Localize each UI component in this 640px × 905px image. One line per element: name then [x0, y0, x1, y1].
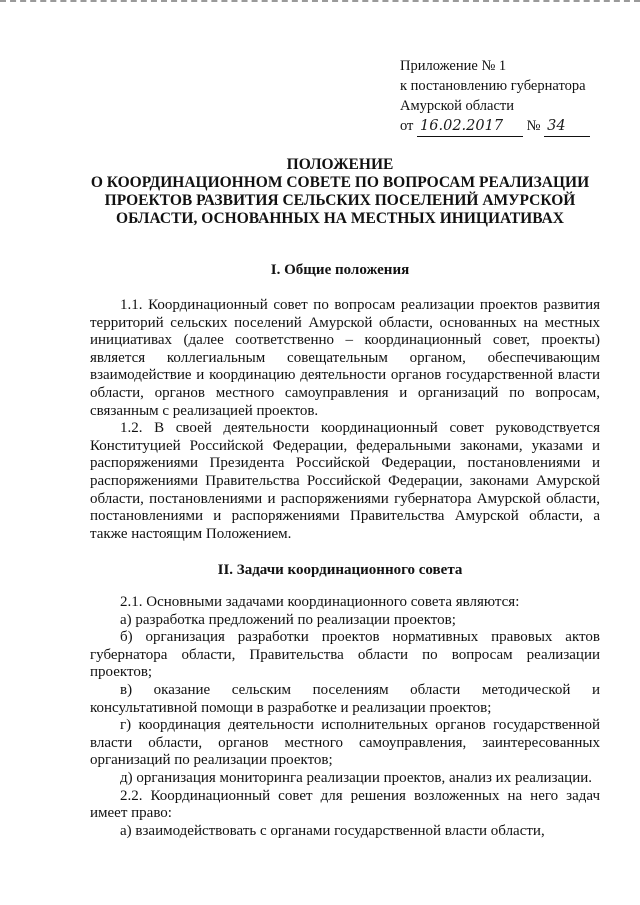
appendix-block	[400, 56, 590, 137]
appendix-line-2: к постановлению губернатора	[400, 78, 586, 94]
section-1-body	[90, 297, 600, 543]
paragraph-1-2: 1.2. В своей деятельности координационный совет руководствуется Конституцией Российской Федерации, федеральными законами, указами и распоряжениями Президента Российской Федерации, постановлениями и распоряжениями Правительства Российской Федерации, законами Амурской области, постановлениями и распоряжениями губернатора Амурской области, постановлениями и распоряжениями Правительства Амурской области, а также настоящим Положением.	[90, 420, 600, 542]
appendix-line-1: Приложение № 1	[400, 58, 507, 74]
number-prefix: №	[526, 118, 541, 134]
appendix-date-row	[400, 116, 590, 137]
document-title	[60, 156, 620, 228]
item-2-1-b: б) организация разработки проектов нормативных правовых актов губернатора области, Правительства области по вопросам реализации проектов;	[90, 629, 600, 681]
handwritten-date: 16.02.2017	[417, 116, 523, 137]
date-prefix: от	[400, 118, 414, 134]
scan-top-edge	[0, 0, 640, 4]
title-line-2: О КООРДИНАЦИОННОМ СОВЕТЕ ПО ВОПРОСАМ РЕАЛИЗАЦИИ	[90, 174, 590, 191]
item-2-1-a: а) разработка предложений по реализации проектов;	[120, 611, 456, 628]
title-line-4: ОБЛАСТИ, ОСНОВАННЫХ НА МЕСТНЫХ ИНИЦИАТИВАХ	[116, 210, 564, 227]
paragraph-2-2: 2.2. Координационный совет для решения возложенных на него задач имеет право:	[90, 787, 600, 822]
item-2-1-d: г) координация деятельности исполнительных органов государственной власти области, органов местного самоуправления, заинтересованных организаций по реализации проектов;	[90, 717, 600, 769]
paragraph-2-1: 2.1. Основными задачами координационного совета являются:	[120, 594, 520, 610]
appendix-line-3: Амурской области	[400, 98, 514, 114]
section-2-heading: II. Задачи координационного совета	[217, 562, 463, 578]
section-2-body	[90, 594, 600, 840]
title-line-1: ПОЛОЖЕНИЕ	[286, 156, 394, 173]
item-2-1-c: в) оказание сельским поселениям области методической и консультативной помощи в разработке и реализации проектов;	[90, 681, 600, 716]
section-1-heading: I. Общие положения	[270, 262, 410, 278]
title-line-3: ПРОЕКТОВ РАЗВИТИЯ СЕЛЬСКИХ ПОСЕЛЕНИЙ АМУРСКОЙ	[104, 192, 576, 209]
handwritten-number: 34	[544, 116, 590, 137]
item-2-2-a: а) взаимодействовать с органами государственной власти области,	[120, 822, 545, 839]
paragraph-1-1: 1.1. Координационный совет по вопросам реализации проектов развития территорий сельских поселений Амурской области, основанных на местных инициативах (далее соответственно – координационный совет, проекты) является коллегиальным совещательным органом, обеспечивающим взаимодействие и координацию деятельности органов государственной власти области, органов местного самоуправления и организаций по вопросам, связанным с реализацией проектов.	[90, 297, 600, 419]
item-2-1-e: д) организация мониторинга реализации проектов, анализ их реализации.	[120, 769, 593, 786]
